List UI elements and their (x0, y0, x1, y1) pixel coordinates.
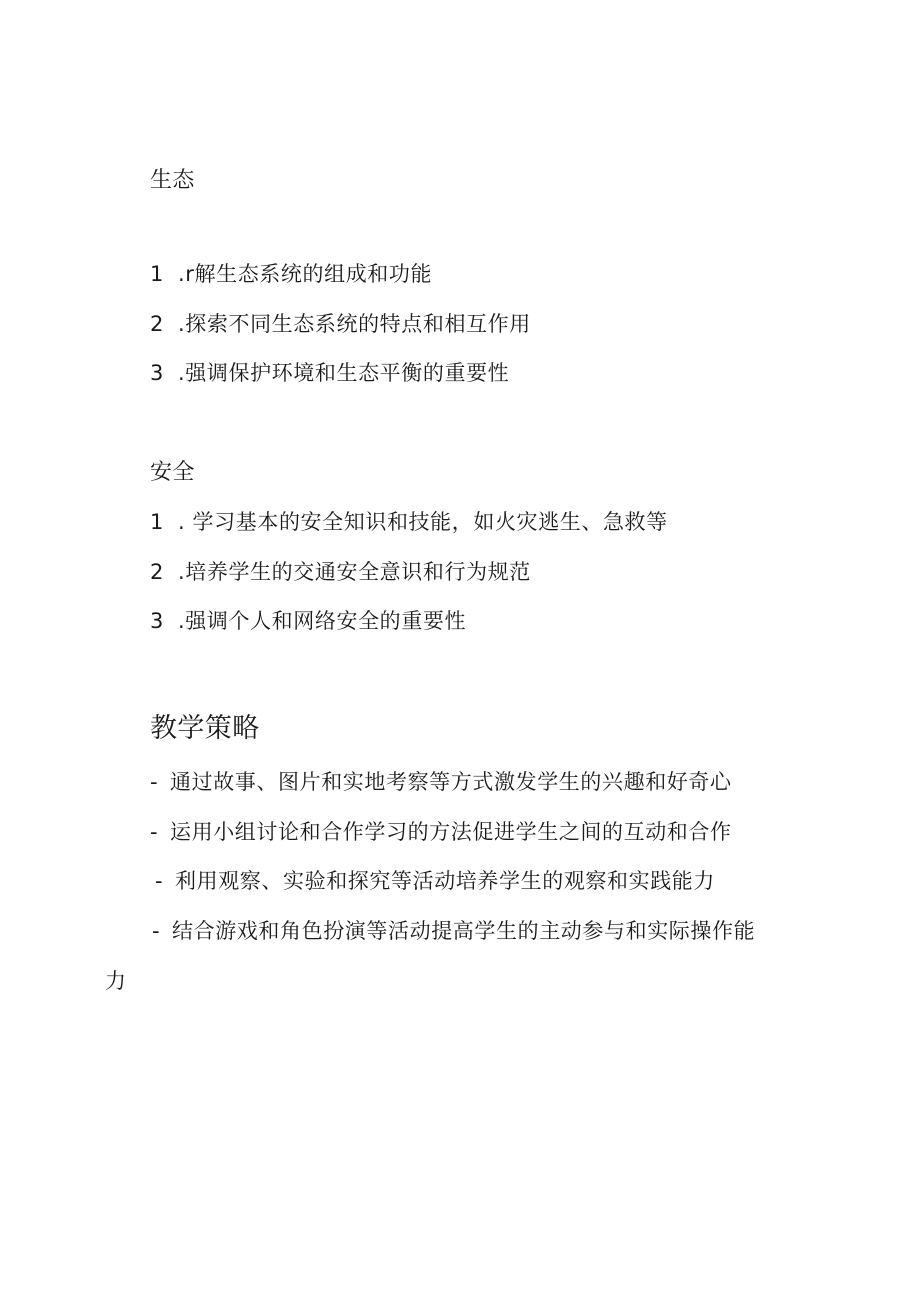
list-item-text: . 学习基本的安全知识和技能，如火灾逃生、急救等 (178, 510, 668, 534)
strategy-item (152, 917, 755, 945)
strategy-item (150, 768, 732, 796)
list-item-number: 2 (150, 560, 164, 584)
list-item-text: .r解生态系统的组成和功能 (178, 262, 433, 286)
bullet-dash: - (150, 820, 159, 844)
list-item-text: .强调保护环境和生态平衡的重要性 (178, 361, 510, 385)
list-item (150, 607, 466, 635)
bullet-dash: - (152, 919, 161, 943)
list-item-number: 1 (150, 262, 164, 286)
list-item (150, 260, 432, 288)
list-item-number: 3 (150, 361, 164, 385)
section-heading-safety: 安全 (150, 460, 195, 485)
list-item-text: .探索不同生态系统的特点和相互作用 (178, 312, 531, 336)
strategy-item-text: 通过故事、图片和实地考察等方式激发学生的兴趣和好奇心 (170, 770, 732, 794)
list-item (150, 558, 531, 586)
section-heading-teaching-strategy: 教学策略 (150, 713, 260, 744)
bullet-dash: - (150, 770, 159, 794)
list-item-text: .培养学生的交通安全意识和行为规范 (178, 560, 531, 584)
list-item-number: 1 (150, 510, 164, 534)
strategy-item (150, 818, 732, 846)
strategy-item-text: 结合游戏和角色扮演等活动提高学生的主动参与和实际操作能 (172, 919, 756, 943)
bullet-dash: - (155, 869, 164, 893)
strategy-item-text: 运用小组讨论和合作学习的方法促进学生之间的互动和合作 (170, 820, 732, 844)
list-item (150, 508, 668, 536)
list-item-number: 2 (150, 312, 164, 336)
strategy-item-text: 利用观察、实验和探究等活动培养学生的观察和实践能力 (175, 869, 715, 893)
strategy-item-wrap: 力 (105, 969, 127, 993)
list-item-number: 3 (150, 609, 164, 633)
list-item (150, 359, 509, 387)
list-item-text: .强调个人和网络安全的重要性 (178, 609, 467, 633)
section-heading-ecology: 生态 (150, 168, 195, 193)
strategy-item (155, 867, 715, 895)
list-item (150, 310, 531, 338)
